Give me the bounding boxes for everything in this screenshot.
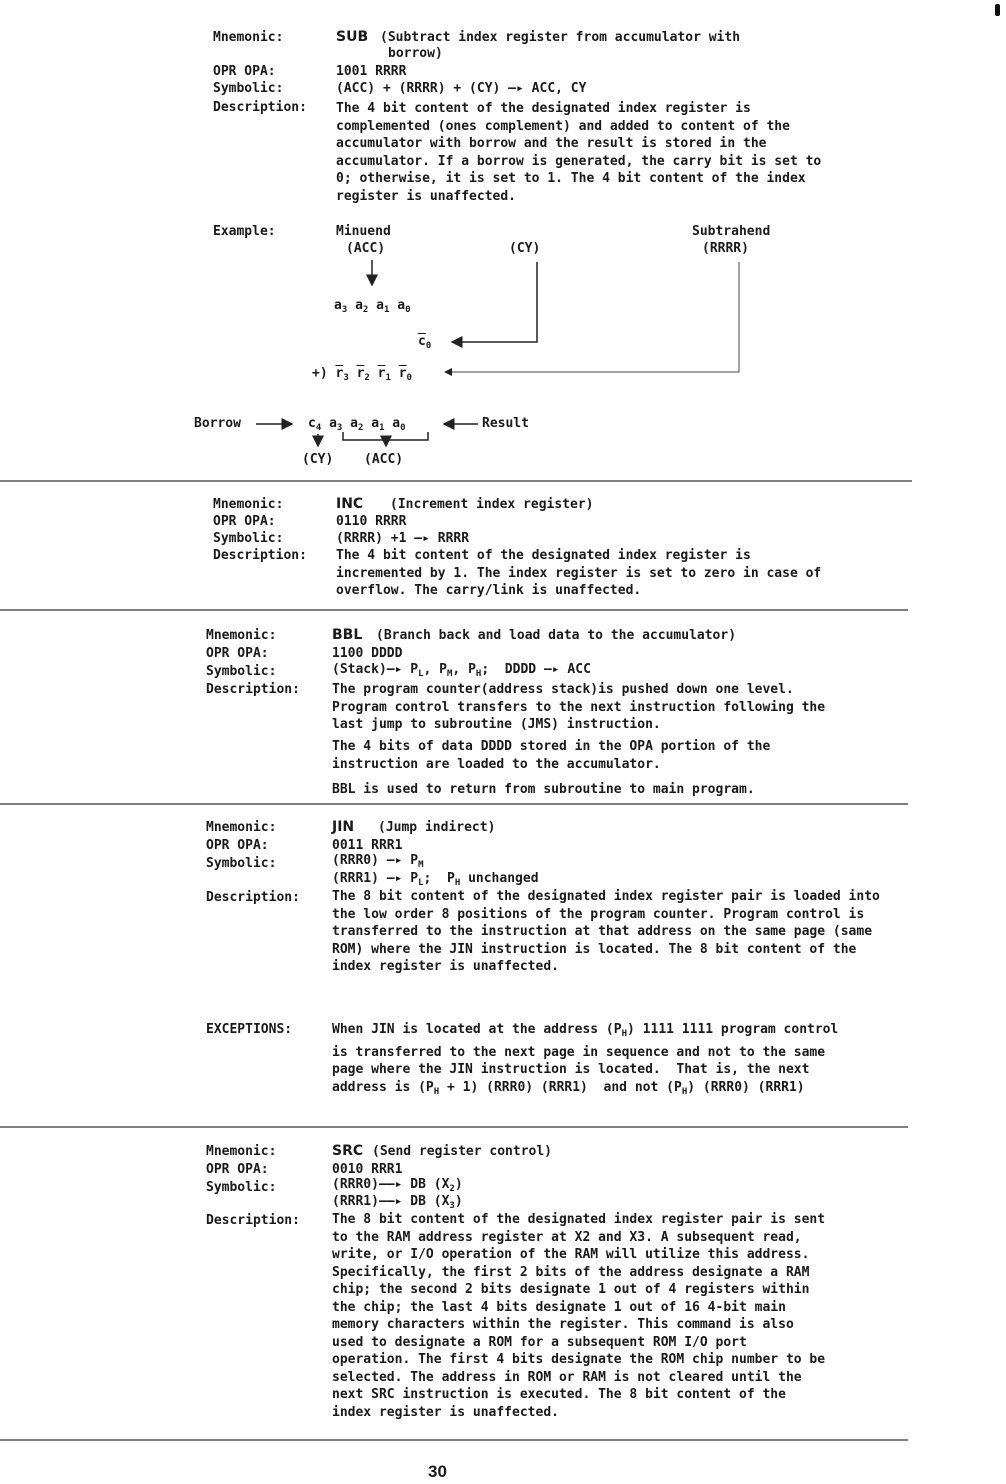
symbolic-label: Symbolic:: [206, 664, 277, 679]
symbolic-expression: (ACC) + (RRRR) + (CY) —▸ ACC, CY: [336, 81, 587, 96]
description-label: Description:: [213, 100, 307, 115]
mnemonic-label: Mnemonic:: [213, 497, 284, 512]
acc-result-label: (ACC): [364, 452, 404, 467]
description-label: Description:: [206, 890, 300, 905]
description-text: The 4 bit content of the designated index register is incremented by 1. The index register is set to zero in case of overflow. The carry/link is unaffected.: [336, 548, 822, 598]
description-text: The program counter(address stack)is pushed down one level. Program control transfers to the next instruction following the last jump to subroutine (JMS) instruction.: [332, 682, 826, 732]
description-label: Description:: [206, 1213, 300, 1228]
borrow-label: Borrow: [194, 416, 241, 431]
cy-label: (CY): [509, 241, 541, 256]
symbolic-label: Symbolic:: [213, 81, 284, 96]
symbolic-label: Symbolic:: [206, 856, 277, 871]
opr-label: OPR OPA:: [213, 514, 276, 529]
opr-code: 0110 RRRR: [336, 514, 407, 529]
description-text-2: The 4 bits of data DDDD stored in the OPA portion of the instruction are loaded to the accumulator.: [332, 739, 771, 772]
description-label: Description:: [206, 682, 300, 697]
exceptions-label: EXCEPTIONS:: [206, 1022, 293, 1037]
result-bits: $c_4$ $a_3$ $a_2$ $a_1$ $a_0$: [308, 416, 406, 433]
instruction-title: (Send register control): [372, 1144, 553, 1159]
instruction-title-cont: borrow): [388, 46, 443, 61]
acc-bracket: [343, 432, 428, 440]
cy-to-c0-arrow: [452, 262, 537, 342]
rrrr-label: (RRRR): [702, 241, 749, 256]
result-label: Result: [482, 416, 529, 431]
symbolic-line-2: (RRR1)——▸ DB $(X_3)$: [332, 1194, 463, 1211]
opr-label: OPR OPA:: [206, 838, 269, 853]
instruction-title: (Branch back and load data to the accumulator): [376, 628, 737, 643]
description-text: The 4 bit content of the designated index register is complemented (ones complement) and added to content of the accumulator with borrow and the result is stored in the accumulator. If a borrow is generated, the carry bit is set to 0; otherwise, it is set to 1. The 4 bit content of the index register is unaffected.: [336, 101, 822, 204]
example-label: Example:: [213, 224, 276, 239]
opr-label: OPR OPA:: [206, 646, 269, 661]
page-number: 30: [428, 1462, 447, 1481]
description-text-3: BBL is used to return from subroutine to main program.: [332, 782, 755, 797]
opr-code: 0010 RRR1: [332, 1162, 403, 1177]
symbolic-line-1: (RRR0) —▸ $P_M$: [332, 853, 424, 870]
acc-label: (ACC): [346, 241, 386, 256]
minuend-bits: $a_3$ $a_2$ $a_1$ $a_0$: [334, 298, 411, 315]
opr-code: 0011 RRR1: [332, 838, 403, 853]
mnemonic-bbl: BBL: [332, 627, 363, 643]
carry-bit: $\overline{c}_0$: [418, 334, 432, 351]
minuend-label: Minuend: [336, 224, 391, 239]
instruction-title: (Subtract index register from accumulator with: [380, 30, 741, 45]
opr-label: OPR OPA:: [213, 64, 276, 79]
mnemonic-src: SRC: [332, 1143, 364, 1159]
description-text: The 8 bit content of the designated index register pair is sent to the RAM address register at X2 and X3. A subsequent read, write, or I/O operation of the RAM will utilize this address. Specifically, the first 2 bits of the address designate a RAM chip; the second 2 bits designate 1 out of 4 registers within the chip; the last 4 bits designate 1 out of 16 4-bit main memory characters within the register. This command is also used to designate a ROM for a subsequent ROM I/O port operation. The first 4 bits designate the ROM chip number to be selected. The address in ROM or RAM is not cleared until the next SRC instruction is executed. The 8 bit content of the index register is unaffected.: [332, 1212, 826, 1420]
subtrahend-bits: +) $\overline{r}_3$ $\overline{r}_2$ $\overline{r}_1$ $\overline{r}_0$: [312, 366, 412, 383]
instruction-title: (Jump indirect): [378, 820, 496, 835]
opr-code: 1001 RRRR: [336, 64, 407, 79]
mnemonic-inc: INC: [336, 496, 364, 512]
mnemonic-label: Mnemonic:: [206, 1144, 277, 1159]
mnemonic-sub: SUB: [336, 29, 369, 45]
instruction-title: (Increment index register): [390, 497, 594, 512]
mnemonic-jin: JIN: [332, 819, 355, 835]
subtrahend-label: Subtrahend: [692, 224, 771, 239]
symbolic-expression: (RRRR) +1 —▸ RRRR: [336, 531, 470, 546]
symbolic-line-2: (RRR1) —▸ $P_L$; $P_H$ unchanged: [332, 871, 539, 888]
rrrr-to-r0-arrow: [445, 262, 739, 372]
mnemonic-label: Mnemonic:: [206, 628, 277, 643]
symbolic-expression: (Stack)—▸ $P_L$, $P_M$, $P_H$; DDDD —▸ ACC: [332, 662, 591, 679]
opr-label: OPR OPA:: [206, 1162, 269, 1177]
mnemonic-label: Mnemonic:: [206, 820, 277, 835]
symbolic-label: Symbolic:: [206, 1180, 277, 1195]
mnemonic-label: Mnemonic:: [213, 30, 284, 45]
cy-result-label: (CY): [302, 452, 334, 467]
exceptions-text: When JIN is located at the address $(P_H)$ 1111 1111 program control is transferred to the next page in sequence and not to the same page where the JIN instruction is located. That is, the next address is $(P_H + 1)$ (RRR0) (RRR1) and not $(P_H)$ (RRR0) (RRR1): [332, 1022, 839, 1097]
symbolic-label: Symbolic:: [213, 531, 284, 546]
symbolic-line-1: (RRR0)——▸ DB $(X_2)$: [332, 1177, 463, 1194]
opr-code: 1100 DDDD: [332, 646, 403, 661]
description-label: Description:: [213, 548, 307, 563]
description-text: The 8 bit content of the designated index register pair is loaded into the low order 8 positions of the program counter. Program control is transferred to the instruction at that address on the same page (same ROM) where the JIN instruction is located. The 8 bit content of the index register is unaffected.: [332, 889, 880, 974]
